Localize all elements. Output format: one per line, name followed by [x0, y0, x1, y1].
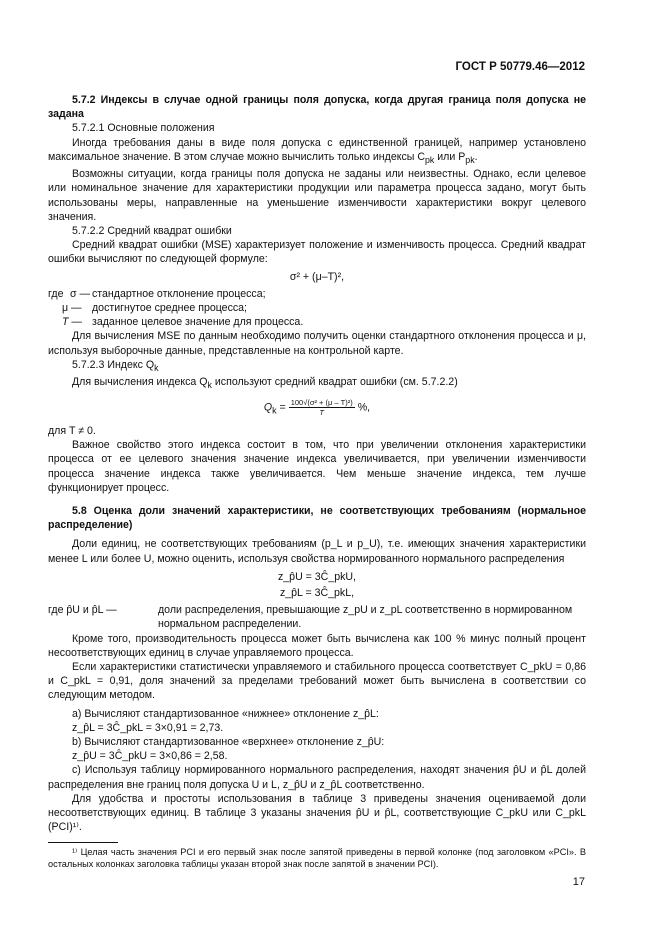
footnote: ¹⁾ Целая часть значения PCI и его первый знак после запятой приведены в первой колонке (под заголовком «PCI». В остальных колонках заголовка таблицы указан второй знак после запятой в значении PCI). — [48, 847, 586, 870]
paragraph: Возможны ситуации, когда границы поля допуска не заданы или неизвестны. Однако, если целевое или номинальное значение для характеристики продукции или параметра процесса задано, могут быть использованы меры, направленные на уменьшение изменчивости характеристики вокруг целевого значения. — [48, 168, 586, 223]
paragraph: Если характеристики статистически управляемого и стабильного процесса соответствует C_pkU = 0,86 и C_pkL = 0,91, доля значений за пределами требований может быть вычислена в соответствии со следующим методом. — [48, 661, 586, 702]
paragraph: Для вычисления MSE по данным необходимо получить оценки стандартного отклонения процесса и μ, используя выборочные данные, представленные на контрольной карте. — [48, 330, 586, 357]
paragraph: Средний квадрат ошибки (MSE) характеризует положение и изменчивость процесса. Средний квадрат ошибки вычисляют по следующей формуле: — [48, 239, 586, 266]
document-header: ГОСТ Р 50779.46—2012 — [455, 61, 585, 73]
paragraph: Доли единиц, не соответствующих требованиям (p_L и p_U), т.е. имеющих значения характеристики менее L или более U, можно оценить, используя свойства нормированного нормального распределения — [48, 538, 586, 565]
subsection-title-5-7-2-2: 5.7.2.2 Средний квадрат ошибки — [72, 224, 232, 237]
definition-symbol: σ — — [70, 287, 91, 300]
definition-text: заданное целевое значение для процесса. — [92, 316, 304, 329]
definition-symbol: T — — [62, 316, 83, 329]
subsection-title-5-7-2-1: 5.7.2.1 Основные положения — [72, 122, 215, 135]
subsection-title-5-7-2-3: 5.7.2.3 Индекс $Q_k$ — [72, 358, 159, 373]
section-heading-5-8: 5.8 Оценка доли значений характеристики, не соответствующих требованиям (нормальное распределение) — [48, 505, 586, 532]
list-item-a: а) Вычисляют стандартизованное «нижнее» отклонение z_p̂L: — [72, 707, 379, 720]
list-item-b-calc: z_p̂U = 3Ĉ_pkU = 3×0,86 = 2,58. — [72, 750, 228, 763]
paragraph: Кроме того, производительность процесса может быть вычислена как 100 % минус полный процент несоответствующих единиц в случае управляемого процесса. — [48, 632, 586, 659]
definition-row — [48, 603, 586, 631]
definition-row — [48, 315, 586, 329]
definition-text: достигнутое среднее процесса; — [92, 301, 248, 314]
definition-symbol: где p̂U и p̂L — — [48, 604, 117, 617]
where-label: где — [48, 287, 64, 300]
definition-row — [48, 287, 586, 301]
paragraph: Для вычисления индекса $Q_k$ используют средний квадрат ошибки (см. 5.7.2.2) — [72, 376, 458, 391]
footnote-divider — [48, 842, 118, 843]
fraction: $\frac{\text{100√(σ² + (μ – T)²)}}{T}$ — [290, 398, 353, 418]
list-item-c: с) Используя таблицу нормированного нормального распределения, находят значения p̂U и p̂L долей распределения вне границ поля допуска U и L, z_p̂U и z_p̂L соответственно. — [48, 764, 586, 791]
condition-text: для T ≠ 0. — [48, 425, 96, 437]
section-heading-5-7-2: 5.7.2 Индексы в случае одной границы поля допуска, когда другая граница поля допуска не задана — [48, 94, 586, 121]
paragraph: Для удобства и простоты использования в таблице 3 приведены значения оцениваемой доли несоответствующих единиц. В таблице 3 указаны значения p̂U и p̂L, соответствующие C_pkU или C_pkL (PCI)¹⁾. — [48, 792, 586, 834]
document-body — [48, 93, 586, 870]
paragraph: Иногда требования даны в виде поля допуска с единственной границей, например установлено максимальное значение. В этом случае можно вычислить только индексы $C_{pk}$ или $P_{pk}$. — [48, 136, 586, 165]
paragraph: Важное свойство этого индекса состоит в том, что при увеличении отклонения характеристики процесса от ее целевого значения значение индекса увеличивается, при увеличении изменчивости процесса значение индекса также увеличивается. Чем меньше значение индекса, тем лучше функционирует процесс. — [48, 439, 586, 494]
formula-zpu: z_p̂U = 3Ĉ_pkU, — [277, 570, 357, 583]
list-item-b: b) Вычисляют стандартизованное «верхнее» отклонение z_p̂U: — [72, 736, 385, 749]
definition-symbol: μ — — [62, 301, 82, 314]
list-item-a-calc: z_p̂L = 3Ĉ_pkL = 3×0,91 = 2,73. — [72, 721, 224, 734]
formula-zpl: z_p̂L = 3Ĉ_pkL, — [279, 587, 355, 600]
definition-row — [48, 301, 586, 315]
page-number: 17 — [572, 876, 585, 888]
definition-text: стандартное отклонение процесса; — [92, 287, 266, 300]
formula-mse: σ² + (μ–T)², — [289, 270, 345, 283]
formula-qk: $Q_k$ = $\frac{\text{100√(σ² + (μ – T)²)}}{T}$ %, — [263, 398, 371, 418]
definition-text: доли распределения, превышающие z_pU и z_pL соответственно в нормированном нормальном распределении. — [158, 604, 573, 631]
